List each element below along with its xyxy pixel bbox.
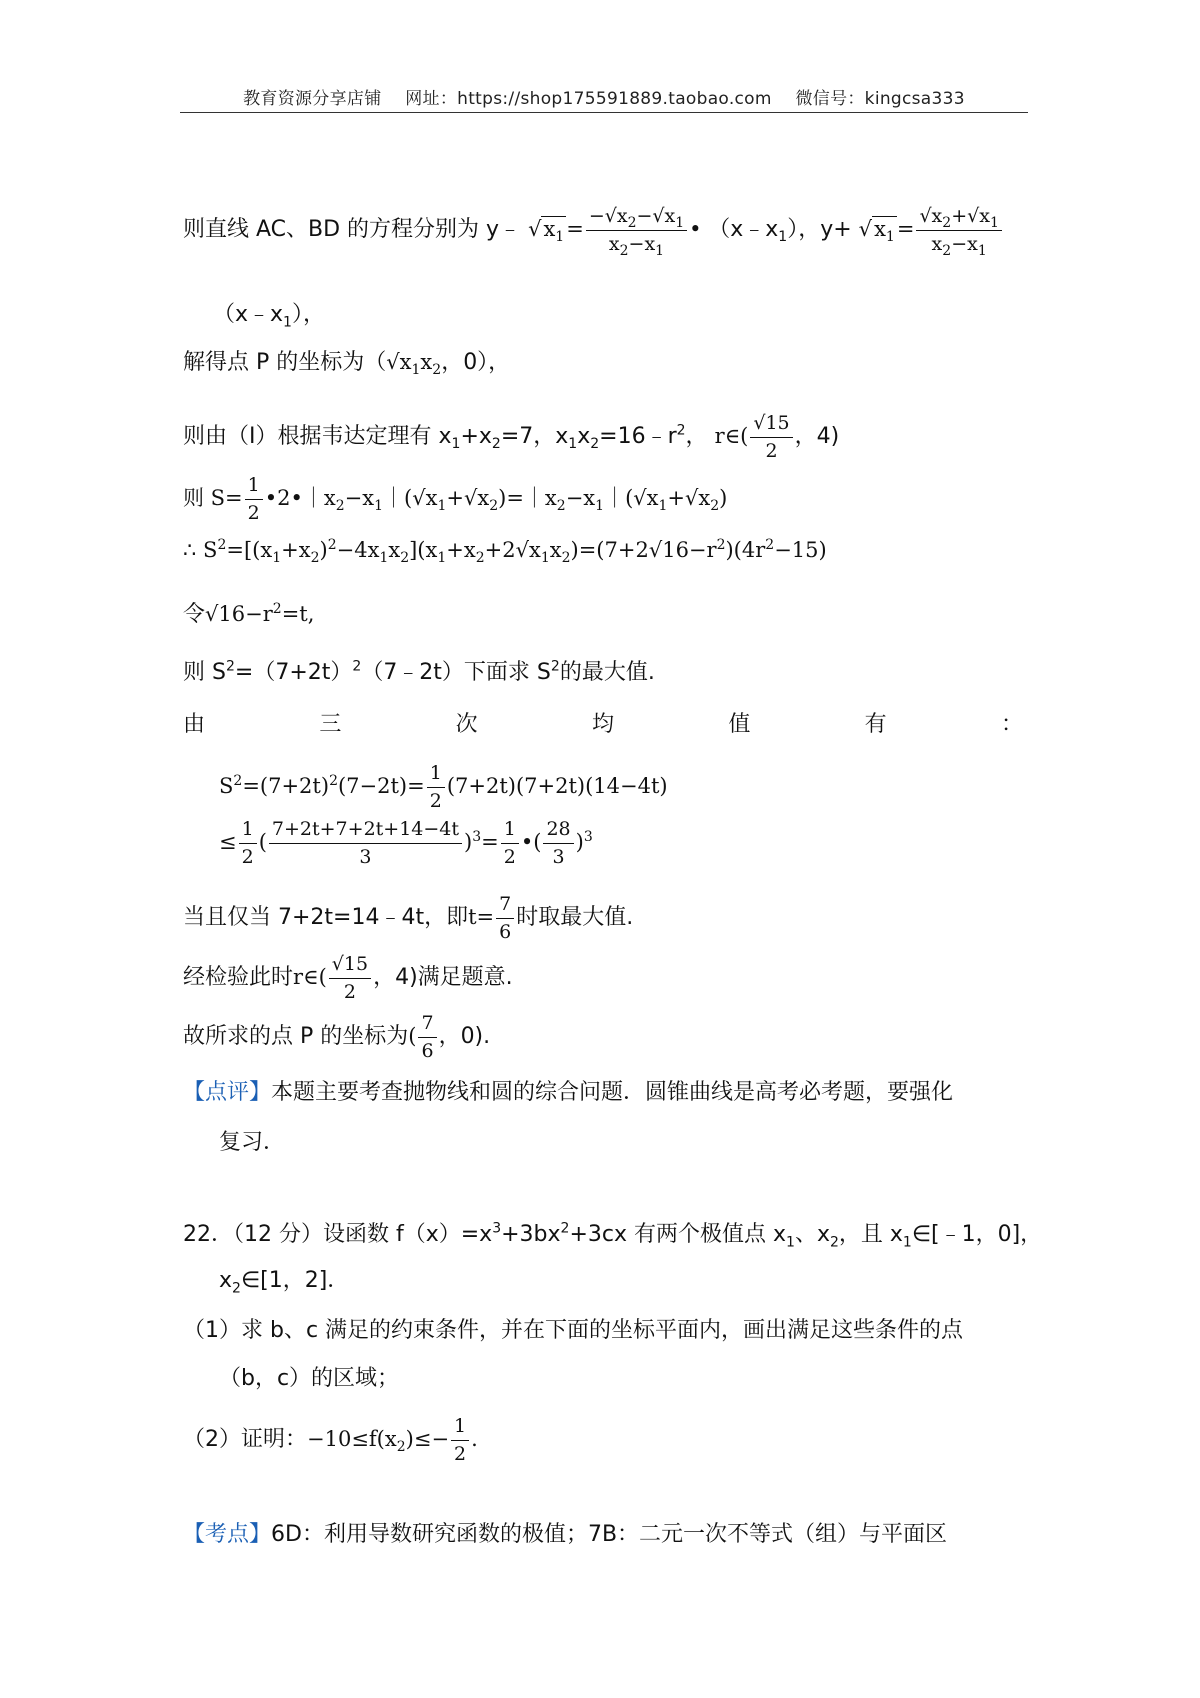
line-amgm-intro: 由 三 次 均 值 有 ： bbox=[183, 712, 1023, 737]
header-shop: 教育资源分享店铺 bbox=[243, 89, 382, 109]
line-let-t: 令$√16-r^2=t$, bbox=[183, 601, 315, 627]
line-amgm-1: $S^2=(7+2t)^2(7-2t)=$ $\frac{1}{2}$ (7+2t)(7+2t)(14−4t) bbox=[219, 762, 668, 812]
line-vieta: 则由（I）根据韦达定理有 $x_1+x_2=7$，$x_1x_2=16﹣r^2$， r∈( $\frac{√15}{2}$ ，4) bbox=[183, 412, 840, 462]
question-22-cont: $x_2\in[1$，2]． bbox=[219, 1268, 350, 1297]
line-ac-bd: 则直线 AC、BD 的方程分别为 y﹣ $√x_1=$ $\frac{-√x_2-√x_1}{x_2-x_1}$ • $(x﹣x_1)$，$y+ √x_1=$ $\frac{√x_2+√x_1}{x_2-x_1}$ bbox=[183, 205, 1004, 256]
line-comment: 【点评】本题主要考查抛物线和圆的综合问题．圆锥曲线是高考必考题，要强化 bbox=[183, 1080, 954, 1105]
line-area: 则 S= $\frac{1}{2}$ $•2•|x_2-x_1|(√x_1+√x_2)=|x_2-x_1|(√x_1+√x_2)$ bbox=[183, 474, 728, 524]
header-rule bbox=[180, 112, 1028, 113]
line-equality: 当且仅当 7+2t=14﹣4t，即t= $\frac{7}{6}$ 时取最大值. bbox=[183, 893, 634, 943]
question-22: 22．（12 分）设函数 $f(x)=x^3+3bx^2+3cx$ 有两个极值点 $x_1$、$x_2$，且 $x_1\in[﹣1$，0]， bbox=[183, 1220, 1043, 1251]
question-22-part1-cont: （b，c）的区域； bbox=[219, 1366, 400, 1391]
header-site: 网址：https://shop175591889.taobao.com bbox=[405, 89, 772, 109]
page-header bbox=[180, 84, 1028, 109]
question-22-part2: （2）证明：$-10\le f(x_2)\le-$ $\frac{1}{2}$ . bbox=[183, 1415, 478, 1465]
line-comment-2: 复习． bbox=[219, 1130, 286, 1155]
line-s-squared: ∴ $S^2=[(x_1+x_2)^2-4x_1x_2](x_1+x_2+2√x_1x_2)=(7+2√16-r^2)(4r^2-15)$ bbox=[183, 537, 827, 567]
question-22-part1: （1）求 b、c 满足的约束条件，并在下面的坐标平面内，画出满足这些条件的点 bbox=[183, 1318, 964, 1343]
header-wechat: 微信号：kingcsa333 bbox=[795, 89, 965, 109]
kaodian-tag: 【考点】 bbox=[183, 1522, 272, 1547]
line-amgm-2: ≤ $\frac{1}{2}$ ( $\frac{7+2t+7+2t+14-4t}{3}$ )$^3$= $\frac{1}{2}$ •( $\frac{28}{3}$ )$^3$ bbox=[219, 818, 593, 868]
line-kaodian: 【考点】6D：利用导数研究函数的极值；7B：二元一次不等式（组）与平面区 bbox=[183, 1522, 948, 1547]
line-answer: 故所求的点 P 的坐标为( $\frac{7}{6}$ ，0). bbox=[183, 1012, 491, 1062]
comment-tag: 【点评】 bbox=[183, 1080, 272, 1105]
line-s2-t: 则 $S^2=(7+2t)^2(7﹣2t)$下面求 $S^2$的最大值. bbox=[183, 658, 655, 685]
line-point-p: 解得点 P 的坐标为（$√x_1x_2$，0）， bbox=[183, 350, 511, 379]
line-check: 经检验此时r∈( $\frac{√15}{2}$ ，4)满足题意. bbox=[183, 953, 513, 1003]
line-cont: $(x﹣x_1)$， bbox=[213, 302, 325, 331]
